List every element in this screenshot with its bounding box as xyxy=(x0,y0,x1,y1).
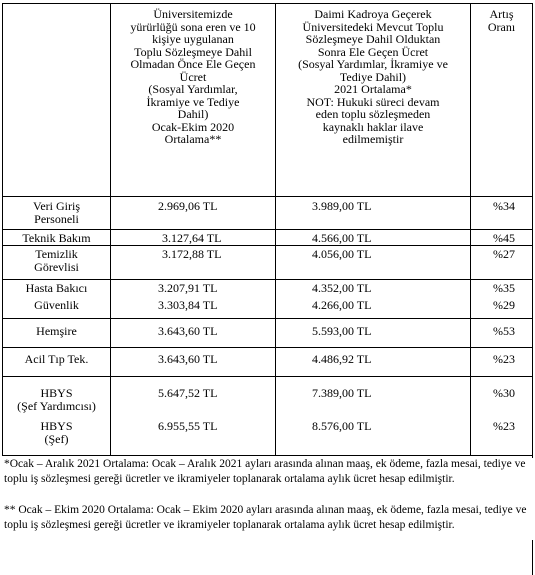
before-value: 3.643,60 TL xyxy=(158,352,218,366)
rate-value: %30 xyxy=(493,386,515,400)
row-label: Güvenlik xyxy=(34,298,79,312)
rate-value: %23 xyxy=(493,419,515,433)
rate-value: %53 xyxy=(493,324,515,338)
rate-value: %27 xyxy=(493,247,515,261)
footnote-2021: *Ocak – Aralık 2021 Ortalama: Ocak – Aralık 2021 ayları arasında alınan maaş, ek ödeme, fazla mesai, tediye ve toplu iş sözleşmesi gereği ücretler ve ikramiyeler toplanarak ortalama aylık ücret hesap edilmiştir. xyxy=(4,458,526,485)
header-after-column: Daimi Kadroya Geçerek Üniversitedeki Mevcut Toplu Sözleşmeye Dahil Olduktan Sonra Ele Geçen Ücret (Sosyal Yardımlar, İkramiye ve Tediye Dahil) 2021 Ortalama* NOT: Hukuki süreci devam eden toplu sözleşmeden kaynaklı haklar ilave edilmemiştir xyxy=(298,7,448,146)
row-label: HBYS (Şef Yardımcısı) xyxy=(17,386,96,413)
row-label: Hasta Bakıcı xyxy=(25,281,88,295)
row-label: Temizlik Görevlisi xyxy=(34,247,79,274)
after-value: 3.989,00 TL xyxy=(312,199,372,213)
after-value: 4.486,92 TL xyxy=(312,352,372,366)
rate-value: %45 xyxy=(493,231,515,245)
before-value: 3.303,84 TL xyxy=(158,298,218,312)
before-value: 2.969,06 TL xyxy=(158,199,218,213)
table-border xyxy=(2,245,533,246)
before-value: 3.207,91 TL xyxy=(158,281,218,295)
rate-value: %23 xyxy=(493,352,515,366)
table-border xyxy=(2,376,533,377)
rate-value: %34 xyxy=(493,199,515,213)
table-border xyxy=(2,3,533,4)
row-label: Teknik Bakım xyxy=(22,231,91,245)
before-value: 5.647,52 TL xyxy=(158,386,218,400)
after-value: 4.352,00 TL xyxy=(312,281,372,295)
after-value: 8.576,00 TL xyxy=(312,419,372,433)
after-value: 7.389,00 TL xyxy=(312,386,372,400)
table-border xyxy=(2,196,533,197)
table-border xyxy=(2,455,533,456)
row-label: HBYS (Şef) xyxy=(40,419,73,446)
footnote-2020: ** Ocak – Ekim 2020 Ortalama: Ocak – Ekim 2020 ayları arasında alınan maaş, ek ödeme, fazla mesai, tediye ve toplu iş sözleşmesi gereği ücretler ve ikramiyeler toplanarak ortalama aylık ücret hesap edilmiştir. xyxy=(4,504,527,531)
after-value: 4.056,00 TL xyxy=(312,247,372,261)
before-value: 3.172,88 TL xyxy=(162,247,222,261)
table-border xyxy=(2,318,533,319)
row-label: Hemşire xyxy=(36,324,77,338)
rate-value: %29 xyxy=(493,298,515,312)
after-value: 4.266,00 TL xyxy=(312,298,372,312)
row-label: Veri Giriş Personeli xyxy=(33,199,80,226)
header-rate-column: Artış Oranı xyxy=(487,7,516,34)
table-border xyxy=(532,3,533,458)
before-value: 6.955,55 TL xyxy=(158,419,218,433)
after-value: 5.593,00 TL xyxy=(312,324,372,338)
rate-value: %35 xyxy=(493,281,515,295)
header-before-column: Üniversitemizde yürürlüğü sona eren ve 10 kişiye uygulanan Toplu Sözleşmeye Dahil Olmadan Önce Ele Geçen Ücret (Sosyal Yardımlar, İkramiye ve Tediye Dahil) Ocak-Ekim 2020 Ortalama** xyxy=(130,7,256,146)
table-border xyxy=(2,347,533,348)
before-value: 3.127,64 TL xyxy=(162,231,222,245)
table-border xyxy=(532,540,533,575)
before-value: 3.643,60 TL xyxy=(158,324,218,338)
row-label: Acil Tıp Tek. xyxy=(24,352,89,366)
table-border xyxy=(2,229,533,230)
table-border xyxy=(2,279,533,280)
after-value: 4.566,00 TL xyxy=(312,231,372,245)
